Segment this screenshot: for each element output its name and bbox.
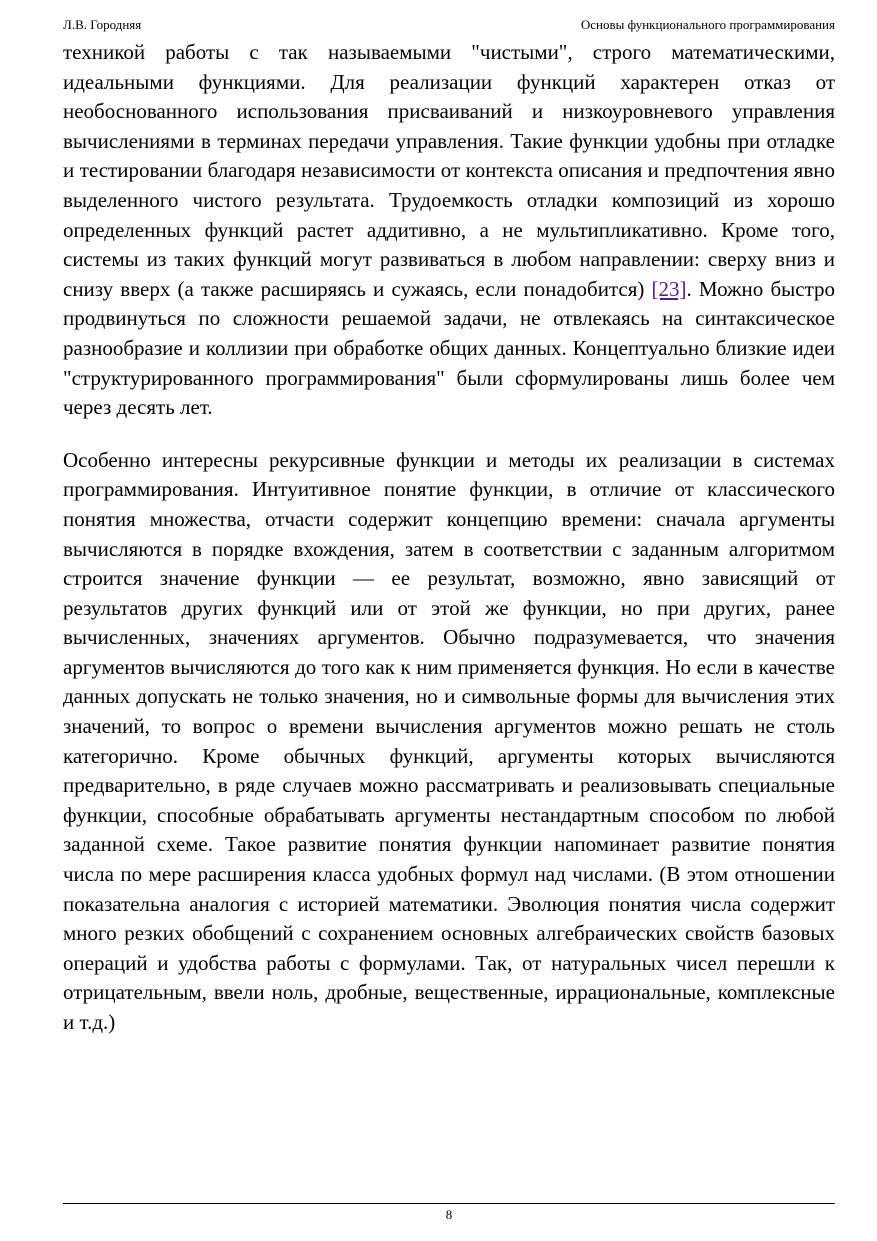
book-title: Основы функционального программирования: [580, 17, 835, 32]
page-number: 8: [445, 1207, 453, 1222]
paragraph-text-after-ref: . Можно быстро продвинуться по сложности решаемой задачи, не отвлекаясь на синтаксическое разнообразие и коллизии при обработке общих данных. Концептуально близкие идеи "структурированного программирования" были сформулированы лишь более чем через десять лет.: [63, 276, 835, 420]
footer-divider: [63, 1203, 835, 1204]
reference-link-23[interactable]: [23]: [651, 276, 687, 301]
paragraph-text-before-ref: техникой работы с так называемыми "чистыми", строго математическими, идеальными функциями. Для реализации функций характерен отказ от необоснованного использования присваиваний и низкоуровневого управления вычислениями в терминах передачи управления. Такие функции удобны при отладке и тестировании благодаря независимости от контекста описания и предпочтения явно выделенного чистого результата. Трудоемкость отладки композиций из хорошо определенных функций растет аддитивно, а не мультипликативно. Кроме того, системы из таких функций могут развиваться в любом направлении: сверху вниз и снизу вверх (а также расширяясь и сужаясь, если понадобится): [63, 40, 835, 301]
paragraph-pure-functions: [63, 38, 835, 423]
author-name: Л.В. Городняя: [63, 17, 142, 32]
page-header: [63, 14, 835, 36]
paragraph-recursive-functions: Особенно интересны рекурсивные функции и методы их реализации в системах программирования. Интуитивное понятие функции, в отличие от классического понятия множества, отчасти содержит концепцию времени: сначала аргументы вычисляются в порядке вхождения, затем в соответствии с заданным алгоритмом строится значение функции — ее результат, возможно, явно зависящий от результатов других функций или от этой же функции, но при других, ранее вычисленных, значениях аргументов. Обычно подразумевается, что значения аргументов вычисляются до того как к ним применяется функция. Но если в качестве данных допускать не только значения, но и символьные формы для вычисления этих значений, то вопрос о времени вычисления аргументов можно решать не столь категорично. Кроме обычных функций, аргументы которых вычисляются предварительно, в ряде случаев можно рассматривать и реализовывать специальные функции, способные обрабатывать аргументы нестандартным способом по любой заданной схеме. Такое развитие понятия функции напоминает развитие понятия числа по мере расширения класса удобных формул над числами. (В этом отношении показательна аналогия с историей математики. Эволюция понятия числа содержит много резких обобщений с сохранением основных алгебраических свойств базовых операций и удобства работы с формулами. Так, от натуральных чисел перешли к отрицательным, ввели ноль, дробные, вещественные, иррациональные, комплексные и т.д.): [63, 447, 835, 1034]
document-body: [63, 38, 835, 1038]
